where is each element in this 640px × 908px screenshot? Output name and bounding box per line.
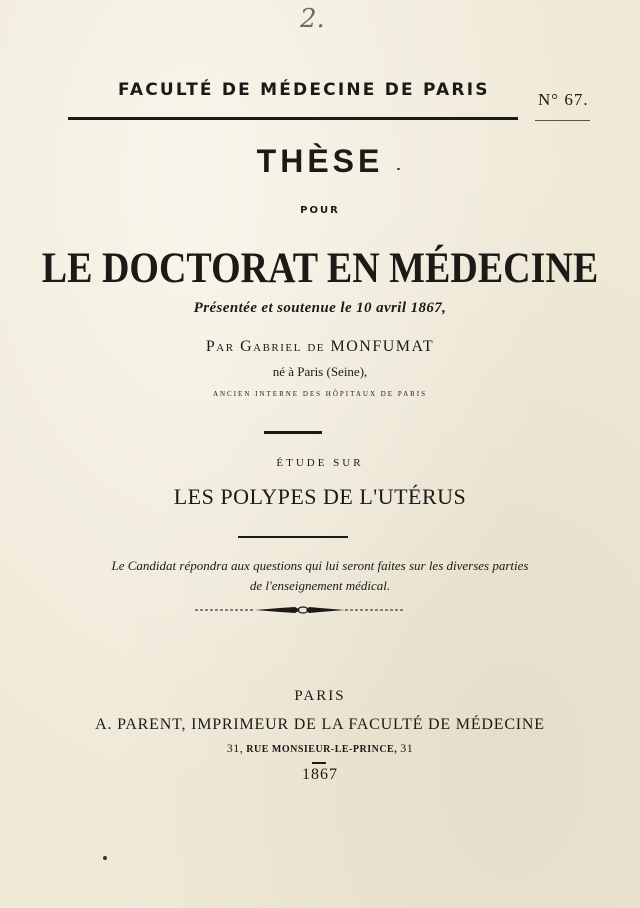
candidate-note [110, 556, 530, 596]
candidate-note-line1: Le Candidat répondra aux questions qui lui seront faites sur les diverses parties [111, 558, 529, 573]
degree-title: LE DOCTORAT EN MÉDECINE [41, 244, 599, 293]
presentation-line: Présentée et soutenue le 10 avril 1867, [193, 300, 447, 316]
thesis-number: N° 67. [538, 90, 589, 109]
pencil-annotation: 2. [300, 4, 325, 34]
birth-line: né à Paris (Seine), [272, 364, 368, 379]
number-underline [535, 120, 590, 121]
subject-title: LES POLYPES DE L'UTÉRUS [173, 484, 467, 509]
imprint-printer: A. PARENT, IMPRIMEUR DE LA FACULTÉ DE MÉDECINE [95, 716, 545, 733]
year-ornament [312, 762, 326, 764]
header-rule [68, 117, 518, 120]
title-pour: POUR [300, 205, 340, 216]
title-these: THÈSE [256, 143, 384, 179]
imprint-address [0, 741, 640, 756]
etude-label: ÉTUDE SUR [276, 457, 364, 469]
author-line: Par Gabriel de MONFUMAT [205, 338, 435, 355]
ornamental-rule [195, 604, 405, 616]
address-number-start: 31, [226, 741, 244, 755]
paper-speck [397, 168, 400, 170]
imprint-year: 1867 [302, 766, 338, 783]
position-line: ANCIEN INTERNE DES HÔPITAUX DE PARIS [212, 390, 428, 398]
faculty-header: FACULTÉ DE MÉDECINE DE PARIS [118, 80, 490, 100]
candidate-note-line2: de l'enseignement médical. [249, 578, 391, 593]
subject-divider [238, 536, 348, 538]
paper-speck [103, 856, 107, 860]
section-divider [264, 431, 322, 434]
address-street: RUE MONSIEUR-LE-PRINCE, [246, 744, 398, 755]
address-number-end: 31 [400, 741, 414, 755]
imprint-city: PARIS [294, 688, 346, 704]
